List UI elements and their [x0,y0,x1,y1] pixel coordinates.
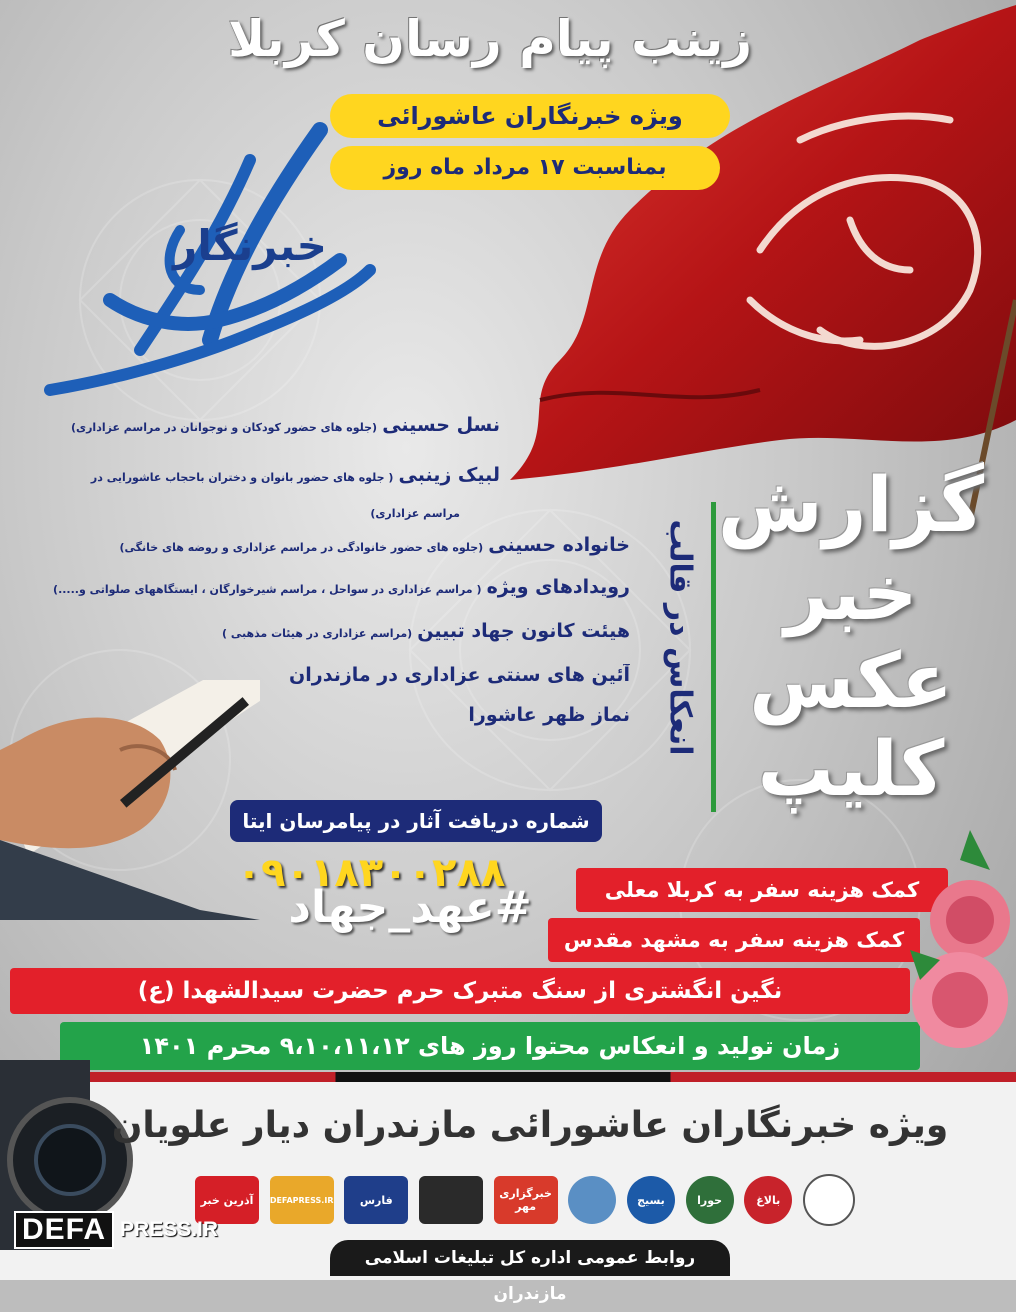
topic-desc: (مراسم عزاداری در هیئات مذهبی ) [221,627,413,640]
list-item [0,464,500,486]
prize-karbala: کمک هزینه سفر به کربلا معلی [576,868,948,912]
bottom-title: ویژه خبرنگاران عاشورائی مازندران دیار علویان [111,1105,949,1146]
sponsor-logos [195,1172,855,1228]
logo-2: بالاغ [744,1176,792,1224]
logo-8: فارس [344,1176,408,1224]
list-item [0,414,500,436]
schedule-banner: زمان تولید و انعکاس محتوا روز های ۹،۱۰،۱۱،۱۲ محرم ۱۴۰۱ [60,1022,920,1070]
defapress-watermark [14,1212,218,1248]
submission-label: شماره دریافت آثار در پیامرسان ایتا [230,800,602,842]
topic-desc: مراسم عزاداری) [370,507,460,520]
topic-title: نسل حسینی [382,414,500,436]
logo-5 [568,1176,616,1224]
journalist-calligraphy-logo [20,120,380,410]
red-flag-image [500,0,1016,520]
logo-9: DEFAPRESS.IR [270,1176,334,1224]
logo-1 [803,1174,855,1226]
writing-hand-image [0,680,260,920]
format-clip: کلیپ [757,724,945,813]
topic-desc: (جلوه های حضور کودکان و نوجوانان در مراسم عزاداری) [70,421,378,434]
topic-title: رویدادهای ویژه [486,576,630,598]
main-title: زینب پیام رسان کربلا [227,10,753,68]
phone-number[interactable]: ۰۹۰۱۸۳۰۰۲۸۸ [236,850,506,896]
format-photo: عکس [749,636,953,725]
list-item [0,620,630,642]
vertical-caption: انعکاس در قالب [662,519,698,756]
footer-credit: روابط عمومی اداره کل تبلیغات اسلامی مازندران [330,1240,730,1276]
topic-title: نماز ظهر عاشورا [468,704,630,726]
topic-desc: (جلوه های حضور خانوادگی در مراسم عزاداری و روضه های خانگی) [119,541,484,554]
prize-ring: نگین انگشتری از سنگ متبرک حرم حضرت سیدالشهدا (ع) [10,968,910,1014]
topic-title: آئین های سنتی عزاداری در مازندران [289,664,630,686]
subtitle-journalists: ویژه خبرنگاران عاشورائی [330,94,730,138]
topic-title: لبیک زینبی [398,464,500,486]
list-item [0,534,630,556]
subtitle-occasion: بمناسبت ۱۷ مرداد ماه روز [330,146,720,190]
watermark-suffix: PRESS.IR [120,1218,219,1241]
topic-desc: ( جلوه های حضور بانوان و دختران باحجاب عاشورایی در [90,471,394,484]
prize-mashhad: کمک هزینه سفر به مشهد مقدس [548,918,920,962]
topic-title: خانواده حسینی [488,534,630,556]
list-item [0,500,460,522]
topic-desc: ( مراسم عزاداری در سواحل ، مراسم شیرخوارگان ، ایستگاههای صلواتی و.....) [53,583,482,596]
logo-3: حورا [686,1176,734,1224]
logo-10: آذرین خبر [195,1176,259,1224]
logo-6: خبرگزاری مهر [494,1176,558,1224]
format-news: خبر [784,548,918,637]
watermark-brand: DEFA [14,1211,114,1249]
hashtag[interactable]: #عهد_جهاد [288,882,532,933]
rose-flowers-image [900,830,1016,1070]
vertical-caption-wrap [650,480,710,820]
topic-title: هیئت کانون جهاد تبیین [417,620,630,642]
list-item [0,576,630,598]
logo-4: بسیج [627,1176,675,1224]
calligraphy-text: خبرنگار [173,221,327,270]
logo-7 [419,1176,483,1224]
flag-stripe [0,1072,1016,1082]
format-report: گزارش [717,460,985,549]
